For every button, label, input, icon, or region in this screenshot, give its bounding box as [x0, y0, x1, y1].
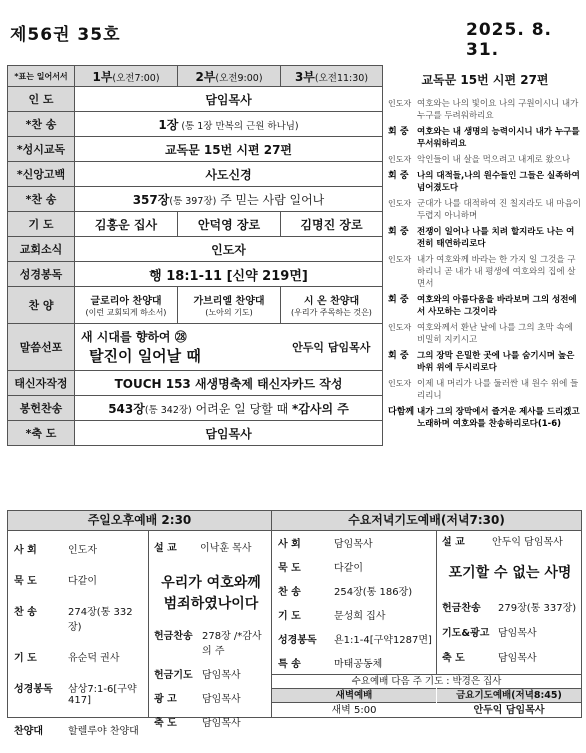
psalm-verses [388, 98, 582, 430]
wednesday-title: 수요저녁기도예배(저녁7:30) [272, 511, 581, 531]
order-item-label: 헌금기도 [154, 670, 193, 681]
verse-speaker: 다함께 [388, 407, 415, 417]
order-item-value: 담임목사 [202, 670, 241, 681]
sermon-title: 새 시대를 향하여 ㉘ 탈진이 일어날 때 [75, 324, 281, 371]
psalm-verse [388, 198, 582, 222]
service-order-row [154, 666, 270, 681]
next-week-prayer: 수요예배 다음 주 기도 : 박경은 집사 [272, 674, 581, 689]
order-item-label: 사 회 [14, 545, 37, 556]
bulletin-date: 2025. 8. 31. [466, 20, 552, 60]
verse-speaker: 인도자 [388, 379, 412, 388]
service-order-row [14, 680, 146, 706]
psalm-verse [388, 226, 582, 250]
verse-text: 이제 내 머리가 나를 둘러싼 내 원수 위에 들리리니 [417, 379, 579, 401]
verse-text: 내가 여호와께 바라는 한 가지 일 그것을 구하리니 곧 내가 내 평생에 여호와의 집에 살면서 [417, 255, 576, 289]
row-label: *찬 송 [8, 187, 75, 212]
order-item-label: 기 도 [278, 611, 301, 622]
service-order-row [278, 583, 434, 598]
service-order-row [154, 627, 270, 657]
service-order-row [14, 572, 146, 587]
dawn-service-time: 새벽 5:00 [272, 702, 436, 718]
verse-speaker: 회 중 [388, 351, 409, 361]
psalm-verse [388, 126, 582, 150]
verse-speaker: 인도자 [388, 199, 412, 208]
verse-text: 여호와의 아름다움을 바라보며 그의 성전에서 사모하는 그것이라 [417, 295, 577, 317]
sunday-pm-order-left [14, 541, 146, 753]
wednesday-sermon-title: 포기할 수 없는 사명 [448, 565, 572, 581]
order-item-value: 274장(통 332장) [68, 607, 133, 633]
offering-hymn: 543장(통 342장) 어려운 일 당할 때 *감사의 주 [75, 396, 383, 421]
service-order-row [14, 541, 146, 556]
order-item-value: 254장(통 186장) [334, 587, 413, 598]
verse-speaker: 회 중 [388, 171, 409, 181]
sunday-sermon-title: 우리가 여호와께 범죄하였나이다 [161, 575, 261, 612]
prayer-leader-2: 안덕영 장로 [178, 212, 281, 237]
wednesday-preacher: 설 교 안두익 담임목사 [442, 537, 563, 548]
service-order-row [442, 599, 580, 614]
verse-text: 전쟁이 일어나 나를 치려 할지라도 나는 여전히 태연하리로다 [417, 227, 575, 249]
psalm-verse [388, 350, 582, 374]
service-2-header: 2부(오전9:00) [178, 66, 281, 87]
order-item-label: 헌금찬송 [154, 631, 193, 642]
verse-text: 여호와는 나의 빛이요 나의 구원이시니 내가 누구를 두려워하리요 [417, 99, 579, 121]
opening-hymn: 1장 (통 1장 만복의 근원 하나님) [75, 112, 383, 137]
card-value: TOUCH 153 새생명축제 태신자카드 작성 [75, 371, 383, 396]
verse-speaker: 인도자 [388, 255, 412, 264]
choir-1: 글로리아 찬양대 (이런 교회되게 하소서) [75, 287, 178, 324]
order-item-label: 묵 도 [14, 576, 37, 587]
sunday-pm-title: 주일오후예배 2:30 [8, 511, 271, 531]
scripture-value: 행 18:1-11 [신약 219면] [75, 262, 383, 287]
psalm-verse [388, 322, 582, 346]
order-item-label: 광 고 [154, 694, 177, 705]
service-order-row [278, 535, 434, 550]
order-item-value: 다같이 [68, 576, 97, 587]
psalm-verse [388, 170, 582, 194]
row-label: 봉헌찬송 [8, 396, 75, 421]
order-of-worship-table [7, 65, 383, 446]
verse-text: 내가 그의 장막에서 즐거운 제사를 드리겠고 노래하며 여호와를 찬송하리로다(1-6) [417, 407, 580, 429]
order-item-label: 축 도 [154, 718, 177, 729]
service-3-header: 3부(오전11:30) [281, 66, 383, 87]
verse-speaker: 인도자 [388, 99, 412, 108]
verse-text: 그의 장막 은밀한 곳에 나를 숨기시며 높은 바위 위에 두시리로다 [417, 351, 575, 373]
wednesday-order-left [278, 535, 434, 679]
row-label: 기 도 [8, 212, 75, 237]
psalm-verse [388, 294, 582, 318]
dawn-service-title: 새벽예배 [272, 688, 436, 702]
order-item-value: 담임목사 [498, 628, 537, 639]
row-label: 말씀선포 [8, 324, 75, 371]
order-item-label: 기도&광고 [442, 628, 490, 639]
responsive-reading: 교독문 15번 시편 27편 [75, 137, 383, 162]
service-order-row [278, 655, 434, 670]
standing-note: *표는 일어서서 [8, 66, 75, 87]
service-order-row [14, 649, 146, 664]
row-label: 태신자작정 [8, 371, 75, 396]
verse-speaker: 회 중 [388, 227, 409, 237]
divider [148, 530, 149, 717]
order-item-label: 찬 송 [278, 587, 301, 598]
prayer-leader-1: 김홍운 집사 [75, 212, 178, 237]
verse-text: 나의 대적들,나의 원수들인 그들은 실족하여 넘어졌도다 [417, 171, 580, 193]
psalm-title: 교독문 15번 시편 27편 [421, 73, 549, 87]
news-value: 인도자 [75, 237, 383, 262]
service-order-row [442, 649, 580, 664]
verse-speaker: 회 중 [388, 295, 409, 305]
second-hymn: 357장(통 397장) 주 믿는 사람 일어나 [75, 187, 383, 212]
service-order-row [154, 690, 270, 705]
order-item-value: 담임목사 [498, 653, 537, 664]
order-item-label: 찬 송 [14, 607, 37, 618]
sunday-pm-order-right [154, 627, 270, 738]
volume-number: 제56권 35호 [10, 25, 121, 45]
row-label: *성시교독 [8, 137, 75, 162]
service-order-row [14, 722, 146, 737]
order-item-value: 다같이 [334, 563, 363, 574]
verse-text: 여호와는 내 생명의 능력이시니 내가 누구를 무서워하리요 [417, 127, 580, 149]
choir-3: 시 온 찬양대 (우리가 주목하는 것은) [281, 287, 383, 324]
choir-2: 가브리엘 찬양대 (노아의 기도) [178, 287, 281, 324]
order-item-label: 특 송 [278, 659, 301, 670]
row-label: *찬 송 [8, 112, 75, 137]
service-order-row [442, 624, 580, 639]
creed-value: 사도신경 [75, 162, 383, 187]
wednesday-order-right [442, 599, 580, 674]
service-order-row [14, 603, 146, 633]
verse-text: 여호와께서 환난 날에 나를 그의 초막 속에 비밀히 지키시고 [417, 323, 573, 345]
order-item-value: 인도자 [68, 545, 97, 556]
order-item-label: 성경봉독 [14, 684, 53, 695]
order-item-value: 담임목사 [202, 694, 241, 705]
verse-speaker: 인도자 [388, 323, 412, 332]
row-label: 찬 양 [8, 287, 75, 324]
order-item-value: 문성희 집사 [334, 611, 386, 622]
psalm-verse [388, 378, 582, 402]
verse-text: 악인들이 내 살을 먹으려고 내게로 왔으나 [417, 155, 571, 165]
psalm-verse [388, 154, 582, 166]
psalm-verse [388, 98, 582, 122]
verse-speaker: 회 중 [388, 127, 409, 137]
order-item-value: 유순덕 권사 [68, 653, 120, 664]
order-item-value: 할렐루야 찬양대 [68, 726, 139, 737]
verse-speaker: 인도자 [388, 155, 412, 164]
sunday-preacher: 설 교 이낙훈 목사 [154, 543, 252, 554]
service-order-row [278, 631, 434, 646]
row-label: 성경봉독 [8, 262, 75, 287]
service-order-row [278, 559, 434, 574]
order-item-value: 욘1:1-4[구약1287면] [334, 635, 432, 646]
sermon-preacher: 안두익 담임목사 [281, 324, 383, 371]
service-1-header: 1부(오전7:00) [75, 66, 178, 87]
order-item-value: 마태공동체 [334, 659, 383, 670]
order-item-value: 담임목사 [334, 539, 373, 550]
service-order-row [278, 607, 434, 622]
verse-text: 군대가 나를 대적하여 진 칠지라도 내 마음이 두렵지 아니하며 [417, 199, 582, 221]
row-label: *신앙고백 [8, 162, 75, 187]
order-item-label: 헌금찬송 [442, 603, 481, 614]
divider [436, 530, 437, 674]
order-item-label: 기 도 [14, 653, 37, 664]
prayer-leader-3: 김명진 장로 [281, 212, 383, 237]
order-item-label: 성경봉독 [278, 635, 317, 646]
weekly-services-box [7, 510, 582, 737]
order-item-value: 삼상7:1-6[구약417] [68, 684, 137, 706]
order-item-label: 묵 도 [278, 563, 301, 574]
order-item-label: 축 도 [442, 653, 465, 664]
benediction-value: 담임목사 [75, 421, 383, 446]
order-item-value: 279장(통 337장) [498, 603, 577, 614]
row-label: 인 도 [8, 87, 75, 112]
psalm-verse [388, 254, 582, 290]
order-item-value: 278장 /*감사의 주 [202, 631, 262, 657]
invocation-value: 담임목사 [75, 87, 383, 112]
friday-service-title: 금요기도예배(저녁8:45) [437, 688, 581, 702]
order-item-label: 찬양대 [14, 726, 43, 737]
order-item-value: 담임목사 [202, 718, 241, 729]
psalm-verse [388, 406, 582, 430]
responsive-reading-panel [388, 66, 582, 479]
row-label: 교회소식 [8, 237, 75, 262]
row-label: *축 도 [8, 421, 75, 446]
order-item-label: 사 회 [278, 539, 301, 550]
friday-service-leader: 안두익 담임목사 [437, 702, 581, 718]
